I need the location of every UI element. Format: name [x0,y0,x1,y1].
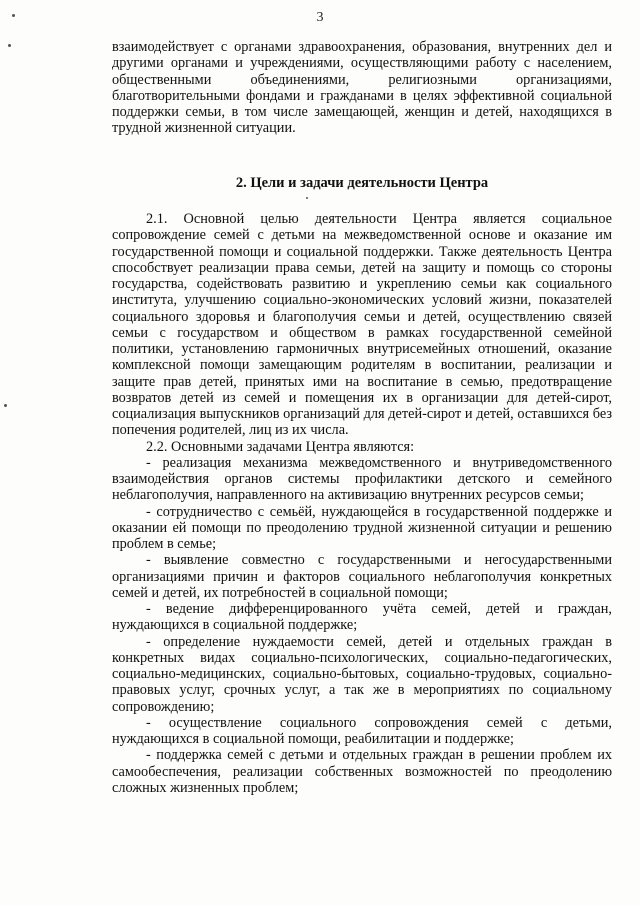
paragraph-tasks-intro: 2.2. Основными задачами Центра являются: [146,438,415,455]
scan-artifact [8,44,11,47]
task-item: - осуществление социального сопровождения семей с детьми, нуждающихся в социальной помощи, реабилитации и поддержке; [112,714,612,747]
intro-paragraph: взаимодействует с органами здравоохранения, образования, внутренних дел и другими органами и учреждениями, осуществляющими работу с населением, общественными объединениями, религиозными организациями, благотворительными фондами и гражданами в целях эффективной социальной поддержки семьи, в том числе замещающей, женщин и детей, находящихся в трудной жизненной ситуации. [112,39,612,137]
task-item: - поддержка семей с детьми и отдельных граждан в решении проблем их самообеспечения, реализации собственных возможностей по преодолению сложных жизненных проблем; [112,747,612,796]
section-body [112,211,612,796]
task-item: - ведение дифференцированного учёта семей, детей и граждан, нуждающихся в социальной поддержке; [112,601,612,634]
intro-text [112,39,612,137]
scan-artifact [12,14,15,17]
page-number: 3 [316,10,324,25]
paragraph-goal: 2.1. Основной целью деятельности Центра является социальное сопровождение семей с детьми на межведомственной основе и оказание им государственной помощи и социальной поддержки. Также деятельность Центра способствует реализации права семьи, детей на защиту и помощь со стороны государства, содействовать развитию и укреплению семьи как социального института, улучшению социально-экономических условий жизни, показателей социального здоровья и благополучия семьи и детей, осуществлению связей семьи с государством и обществом в рамках государственной семейной политики, установлению гармоничных внутрисемейных отношений, оказание комплексной помощи замещающим родителям в воспитании, реализации и защите прав детей, принятых ими на воспитание в семью, предотвращение возвратов детей из семей и помещения их в организации для детей-сирот, социализация выпускников организаций для детей-сирот и детей, оставшихся без попечения родителей, лиц из их числа. [112,211,612,439]
section-heading: 2. Цели и задачи деятельности Центра [235,175,489,191]
scan-artifact [4,404,7,407]
scan-artifact [306,197,308,199]
task-item: - выявление совместно с государственными и негосударственными организациями причин и факторов социального неблагополучия конкретных семей и детей, их потребностей в социальной помощи; [112,552,612,601]
task-item: - сотрудничество с семьёй, нуждающейся в государственной поддержке и оказании ей помощи по преодолению трудной жизненной ситуации и решению проблем в семье; [112,503,612,552]
task-item: - определение нуждаемости семей, детей и отдельных граждан в конкретных видах социально-психологических, социально-педагогических, социально-медицинских, социально-бытовых, социально-трудовых, социально-правовых услуг, срочных услуг, а так же в мероприятиях по социальному сопровождению; [112,633,612,715]
task-item: - реализация механизма межведомственного и внутриведомственного взаимодействия органов системы профилактики детского и семейного неблагополучия, направленного на активизацию внутренних ресурсов семьи; [112,454,612,504]
